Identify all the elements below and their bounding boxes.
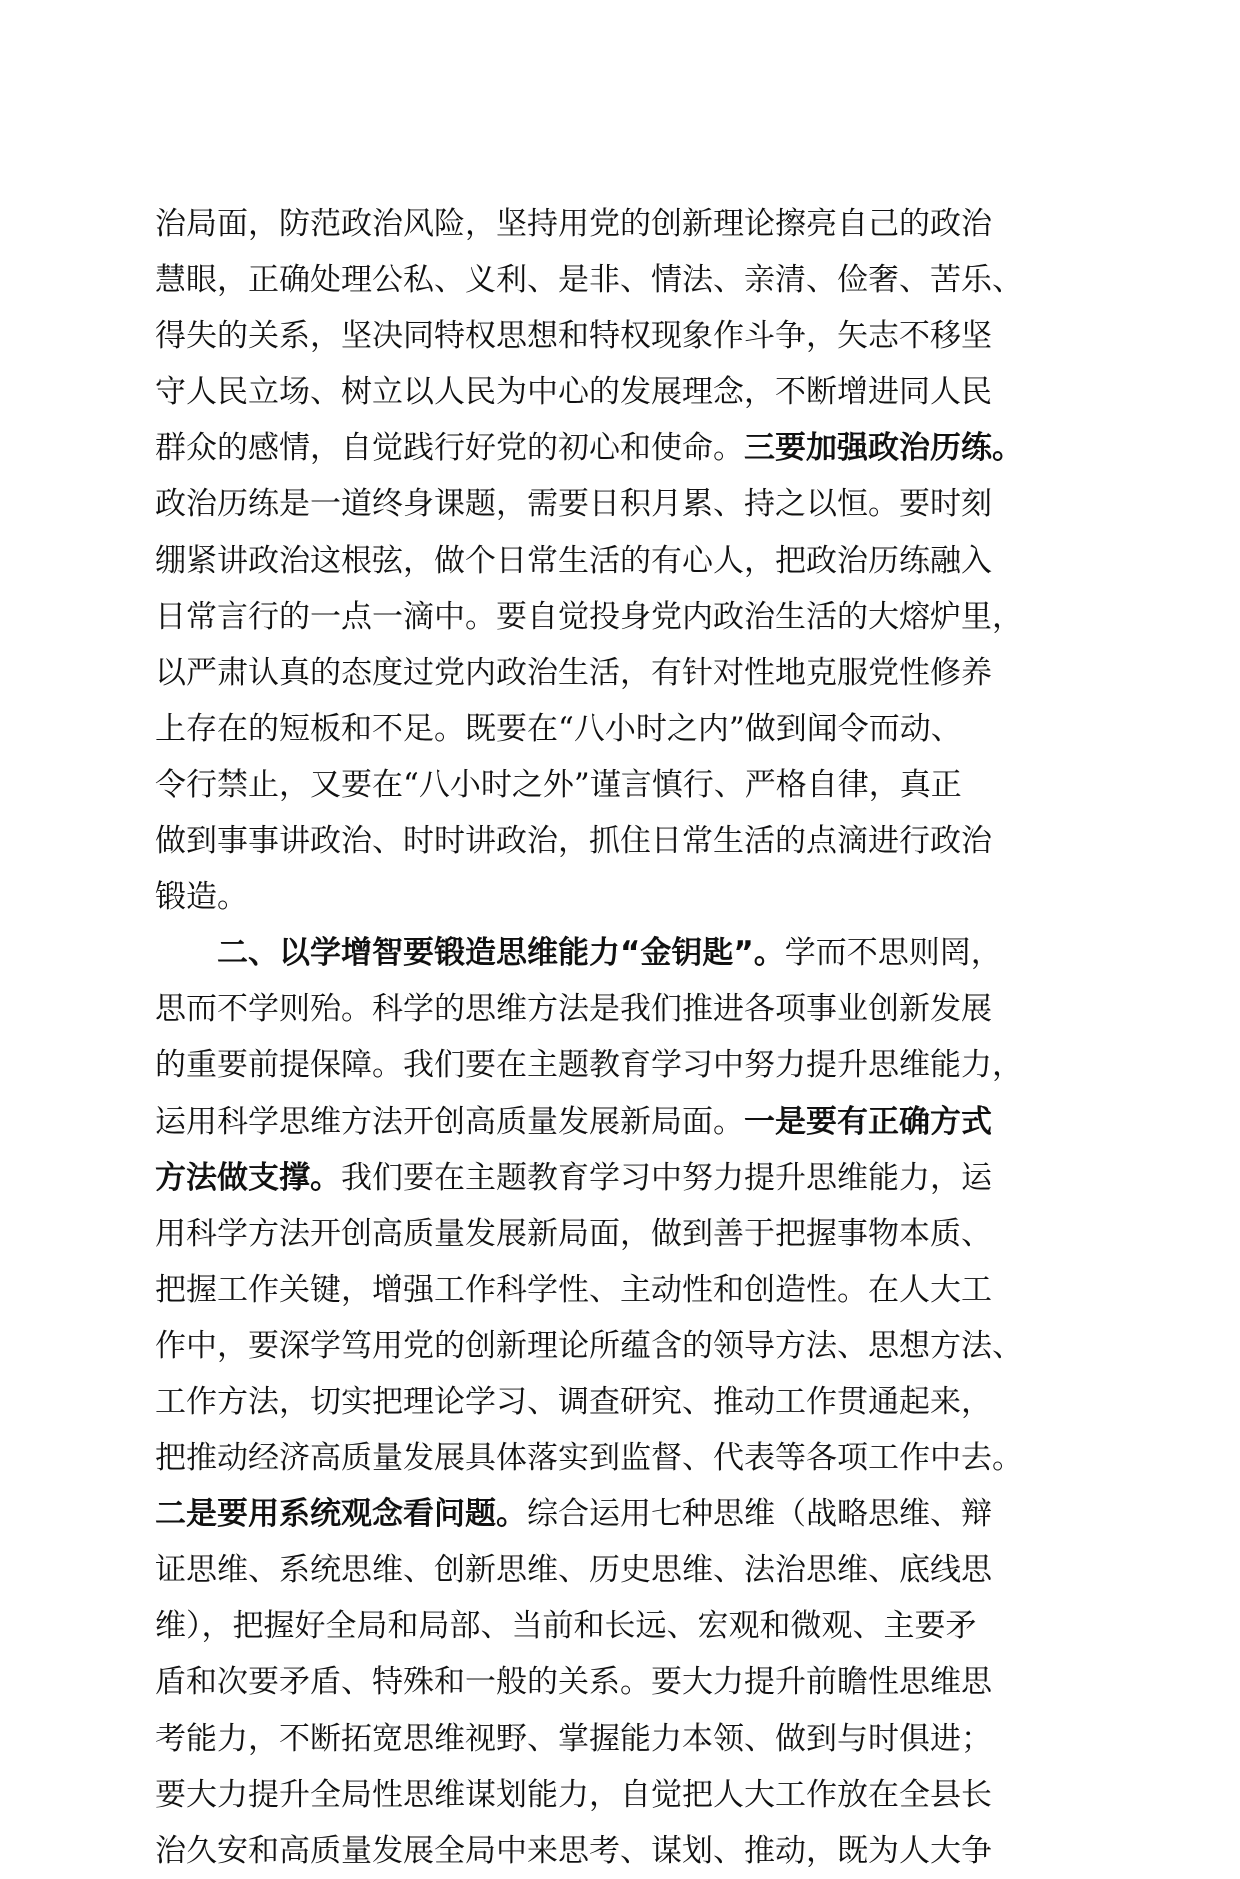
text-run: 以严肃认真的态度过党内政治生活，有针对性地克服党性修养 — [155, 654, 992, 691]
text-run: 运用科学思维方法开创高质量发展新局面。 — [155, 1103, 744, 1140]
text-line — [155, 1318, 1090, 1374]
text-line — [155, 1206, 1090, 1262]
bold-heading-run: 一是要有正确方式 — [744, 1103, 992, 1140]
text-line — [155, 1094, 1090, 1150]
text-line — [155, 196, 1090, 252]
text-line — [155, 1767, 1090, 1823]
text-run: 用科学方法开创高质量发展新局面，做到善于把握事物本质、 — [155, 1215, 992, 1252]
text-line — [155, 869, 1090, 925]
text-run: 证思维、系统思维、创新思维、历史思维、法治思维、底线思 — [155, 1552, 992, 1589]
text-run: 守人民立场、树立以人民为中心的发展理念，不断增进同人民 — [155, 374, 992, 411]
bold-heading-run: 三要加强政治历练。 — [744, 430, 1023, 467]
text-run: 令行禁止，又要在“八小时之外”谨言慎行、严格自律，真正 — [155, 766, 962, 803]
text-run: 作中，要深学笃用党的创新理论所蕴含的领导方法、思想方法、 — [155, 1327, 1023, 1364]
text-line — [155, 1654, 1090, 1710]
text-line — [155, 1262, 1090, 1318]
text-line — [155, 589, 1090, 645]
text-run: 日常言行的一点一滴中。要自觉投身党内政治生活的大熔炉里， — [155, 598, 1023, 635]
text-line — [155, 1374, 1090, 1430]
text-run: 把握工作关键，增强工作科学性、主动性和创造性。在人大工 — [155, 1271, 992, 1308]
text-line — [155, 1711, 1090, 1767]
text-line — [155, 981, 1090, 1037]
text-line — [155, 757, 1090, 813]
bold-heading-run: 方法做支撑。 — [155, 1159, 341, 1196]
text-line — [155, 420, 1090, 476]
text-line — [155, 252, 1090, 308]
text-run: 绷紧讲政治这根弦，做个日常生活的有心人，把政治历练融入 — [155, 542, 992, 579]
text-line — [155, 476, 1090, 532]
text-line — [155, 1150, 1090, 1206]
text-line — [155, 364, 1090, 420]
text-run: 思而不学则殆。科学的思维方法是我们推进各项事业创新发展 — [155, 991, 992, 1028]
text-run: 我们要在主题教育学习中努力提升思维能力，运 — [341, 1159, 992, 1196]
text-line — [155, 1486, 1090, 1542]
text-line — [155, 645, 1090, 701]
text-line — [155, 1430, 1090, 1486]
text-run: 锻造。 — [155, 879, 248, 916]
text-run: 的重要前提保障。我们要在主题教育学习中努力提升思维能力， — [155, 1047, 1023, 1084]
bold-heading-run: 二是要用系统观念看问题。 — [155, 1496, 527, 1533]
text-run: 慧眼，正确处理公私、义利、是非、情法、亲清、俭奢、苦乐、 — [155, 262, 1023, 299]
text-line — [155, 308, 1090, 364]
text-line — [155, 1542, 1090, 1598]
text-run: 盾和次要矛盾、特殊和一般的关系。要大力提升前瞻性思维思 — [155, 1664, 992, 1701]
text-run: 维），把握好全局和局部、当前和长远、宏观和微观、主要矛 — [155, 1608, 977, 1645]
text-line — [155, 1823, 1090, 1879]
text-line — [155, 533, 1090, 589]
text-line — [155, 925, 1090, 981]
text-run: 治局面，防范政治风险，坚持用党的创新理论擦亮自己的政治 — [155, 206, 992, 242]
text-run: 做到事事讲政治、时时讲政治，抓住日常生活的点滴进行政治 — [155, 823, 992, 860]
text-line — [155, 1037, 1090, 1093]
text-run: 学而不思则罔， — [784, 935, 1002, 972]
bold-heading-run: 二、以学增智要锻造思维能力“金钥匙”。 — [217, 935, 785, 972]
text-run: 把推动经济高质量发展具体落实到监督、代表等各项工作中去。 — [155, 1440, 1023, 1477]
text-run: 要大力提升全局性思维谋划能力，自觉把人大工作放在全县长 — [155, 1776, 992, 1813]
text-run: 综合运用七种思维（战略思维、辩 — [527, 1496, 992, 1533]
text-run: 工作方法，切实把理论学习、调查研究、推动工作贯通起来， — [155, 1383, 992, 1420]
text-line — [155, 701, 1090, 757]
text-line — [155, 1598, 1090, 1654]
body-text — [155, 196, 1090, 1879]
text-line — [155, 813, 1090, 869]
text-run: 政治历练是一道终身课题，需要日积月累、持之以恒。要时刻 — [155, 486, 992, 523]
text-run: 得失的关系，坚决同特权思想和特权现象作斗争，矢志不移坚 — [155, 318, 992, 355]
text-run: 上存在的短板和不足。既要在“八小时之内”做到闻令而动、 — [155, 710, 962, 747]
text-run: 群众的感情，自觉践行好党的初心和使命。 — [155, 430, 744, 467]
text-run: 治久安和高质量发展全局中来思考、谋划、推动，既为人大争 — [155, 1832, 992, 1869]
text-run: 考能力，不断拓宽思维视野、掌握能力本领、做到与时俱进； — [155, 1720, 992, 1757]
